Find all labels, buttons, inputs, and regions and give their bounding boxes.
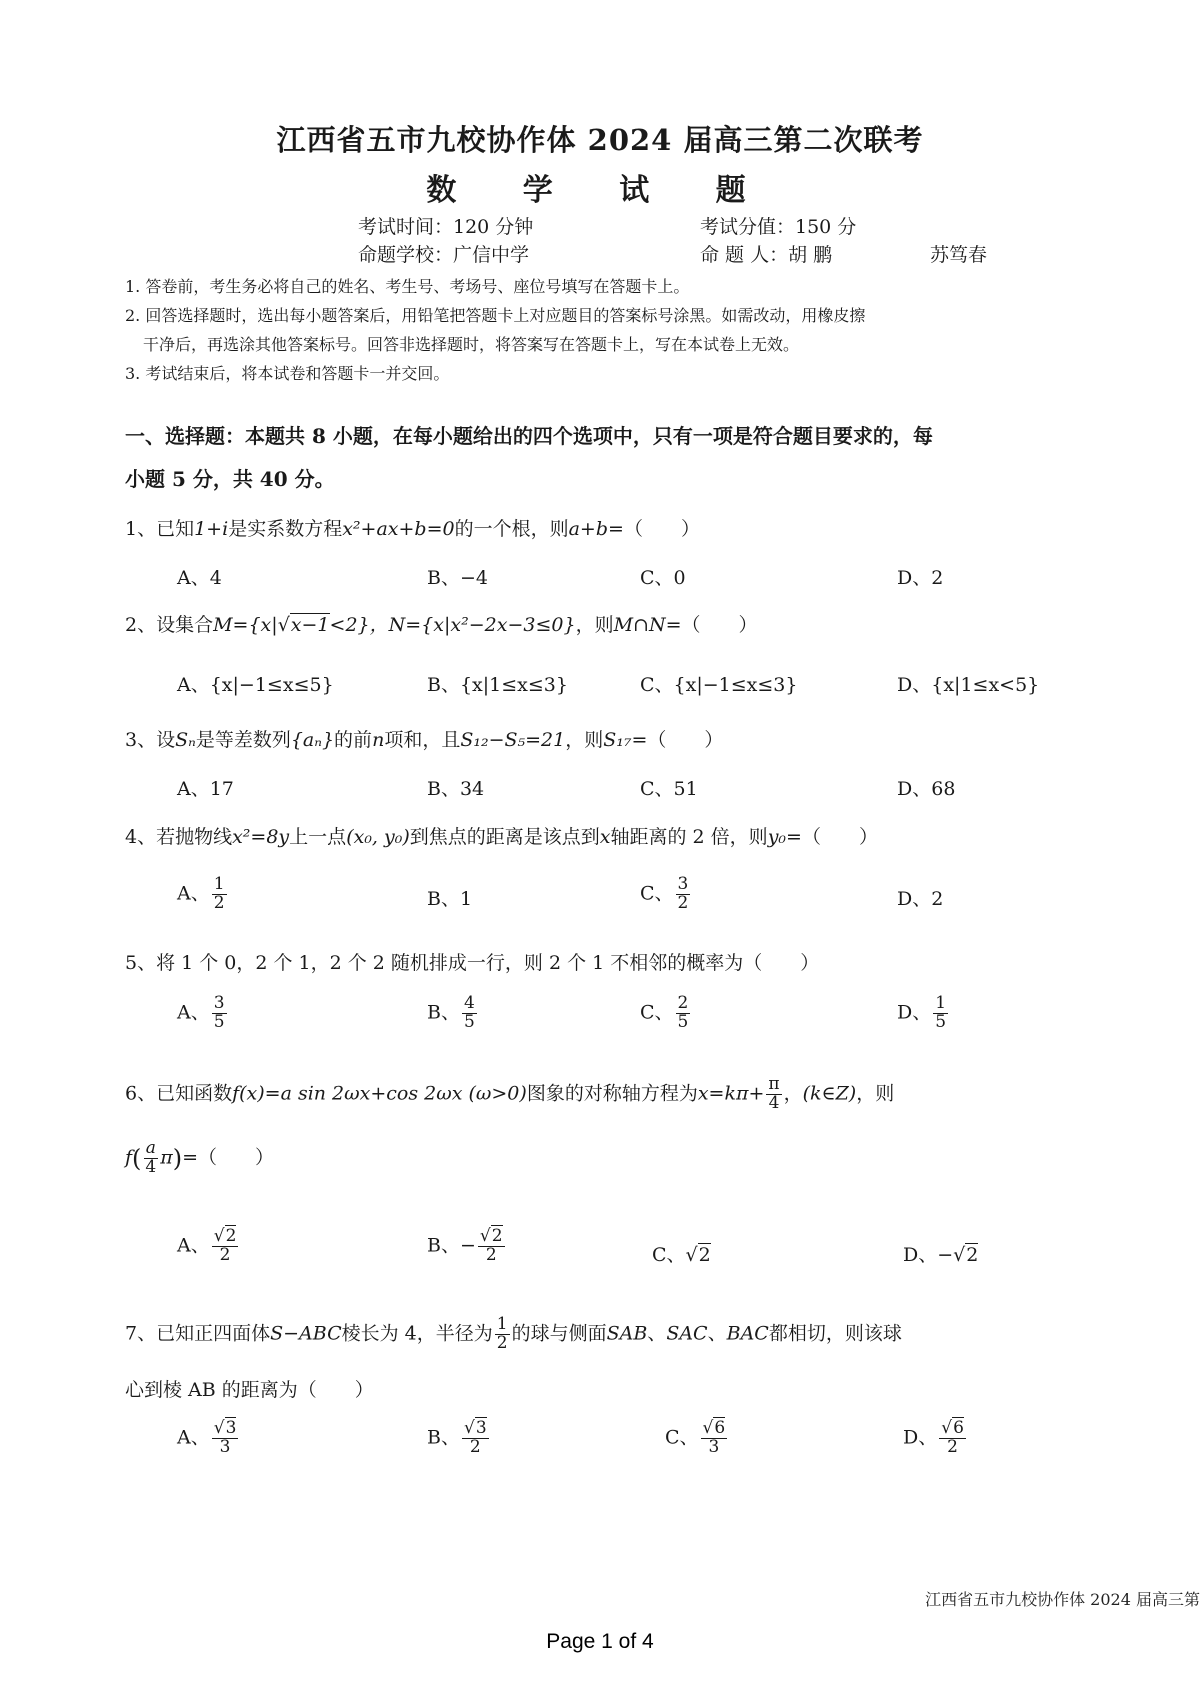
q6-option-b: B、− $\frac{√2}{2}$	[427, 1226, 503, 1265]
q1-option-b: B、−4	[427, 567, 488, 589]
page-number: Page 1 of 4	[546, 1630, 654, 1653]
q7-option-d: D、 $\frac{√6}{2}$	[903, 1418, 964, 1457]
q1-option-d: D、2	[897, 567, 944, 589]
question-3: 3、设Sₙ是等差数列{aₙ}的前n项和，且S₁₂−S₅=21，则S₁₇=（ ）	[125, 729, 724, 751]
exam-school: 命题学校：广信中学	[358, 244, 530, 266]
question-6-expression: f( $\frac{a}{4}$ π)=（ ）	[125, 1138, 275, 1177]
question-7-cont: 心到棱 AB 的距离为（ ）	[125, 1379, 374, 1401]
q2-option-a: A、{x|−1≤x≤5}	[177, 674, 334, 696]
q5-option-c: C、 $\frac{2}{5}$	[640, 993, 689, 1032]
exam-title: 江西省五市九校协作体 2024 届高三第二次联考	[276, 123, 924, 157]
q4-option-c: C、 $\frac{3}{2}$	[640, 874, 689, 913]
running-footer: 江西省五市九校协作体 2024 届高三第	[925, 1590, 1200, 1609]
q1-option-c: C、0	[640, 567, 686, 589]
q3-option-a: A、17	[177, 778, 234, 800]
q6-option-d: D、−√2	[903, 1244, 979, 1266]
question-2: 2、设集合M={x|√x−1<2}，N={x|x²−2x−3≤0}，则M∩N=（ ）	[125, 614, 758, 636]
q5-option-b: B、 $\frac{4}{5}$	[427, 993, 475, 1032]
exam-subtitle: 数 学 试 题	[426, 173, 774, 208]
q4-option-a: A、 $\frac{1}{2}$	[177, 874, 225, 913]
question-1: 1、已知1+i是实系数方程x²+ax+b=0的一个根，则a+b=（ ）	[125, 518, 700, 540]
exam-author-2: 苏笃春	[930, 244, 988, 266]
question-5: 5、将 1 个 0，2 个 1，2 个 2 随机排成一行，则 2 个 1 不相邻的概率为（ ）	[125, 952, 820, 974]
question-4: 4、若抛物线x²=8y上一点(x₀, y₀)到焦点的距离是该点到x轴距离的 2 倍，则y₀=（ ）	[125, 826, 878, 848]
q5-option-a: A、 $\frac{3}{5}$	[177, 993, 225, 1032]
q7-option-c: C、 $\frac{√6}{3}$	[665, 1418, 726, 1457]
section-heading: 一、选择题：本题共 8 小题，在每小题给出的四个选项中，只有一项是符合题目要求的，每	[125, 424, 933, 448]
question-7: 7、已知正四面体S−ABC棱长为 4，半径为 $\frac{1}{2}$ 的球与侧面SAB、SAC、BAC都相切，则该球	[125, 1314, 902, 1353]
section-heading-cont: 小题 5 分，共 40 分。	[125, 467, 335, 491]
q2-option-d: D、{x|1≤x<5}	[897, 674, 1040, 696]
q7-option-a: A、 $\frac{√3}{3}$	[177, 1418, 237, 1457]
q3-option-d: D、68	[897, 778, 956, 800]
q5-option-d: D、 $\frac{1}{5}$	[897, 993, 947, 1032]
notice-2: 2. 回答选择题时，选出每小题答案后，用铅笔把答题卡上对应题目的答案标号涂黑。如需改动，用橡皮擦	[125, 306, 866, 325]
exam-time: 考试时间：120 分钟	[358, 216, 534, 238]
q1-option-a: A、4	[177, 567, 222, 589]
notice-2-cont: 干净后，再选涂其他答案标号。回答非选择题时，将答案写在答题卡上，写在本试卷上无效。	[143, 335, 800, 354]
q2-option-c: C、{x|−1≤x≤3}	[640, 674, 798, 696]
q3-option-b: B、34	[427, 778, 485, 800]
exam-author: 命 题 人：胡 鹏	[700, 244, 833, 266]
question-6: 6、已知函数f(x)=a sin 2ωx+cos 2ωx (ω>0)图象的对称轴方程为x=kπ+ $\frac{\pi}{4}$ ，(k∈Z)，则	[125, 1074, 895, 1113]
q6-option-a: A、 $\frac{√2}{2}$	[177, 1226, 237, 1265]
q2-option-b: B、{x|1≤x≤3}	[427, 674, 568, 696]
notice-1: 1. 答卷前，考生务必将自己的姓名、考生号、考场号、座位号填写在答题卡上。	[125, 277, 690, 296]
q7-option-b: B、 $\frac{√3}{2}$	[427, 1418, 487, 1457]
q4-option-d: D、2	[897, 888, 944, 910]
notice-3: 3. 考试结束后，将本试卷和答题卡一并交回。	[125, 364, 450, 383]
q4-option-b: B、1	[427, 888, 473, 910]
q3-option-c: C、51	[640, 778, 698, 800]
q6-option-c: C、√2	[652, 1244, 711, 1266]
exam-score: 考试分值：150 分	[700, 216, 857, 238]
